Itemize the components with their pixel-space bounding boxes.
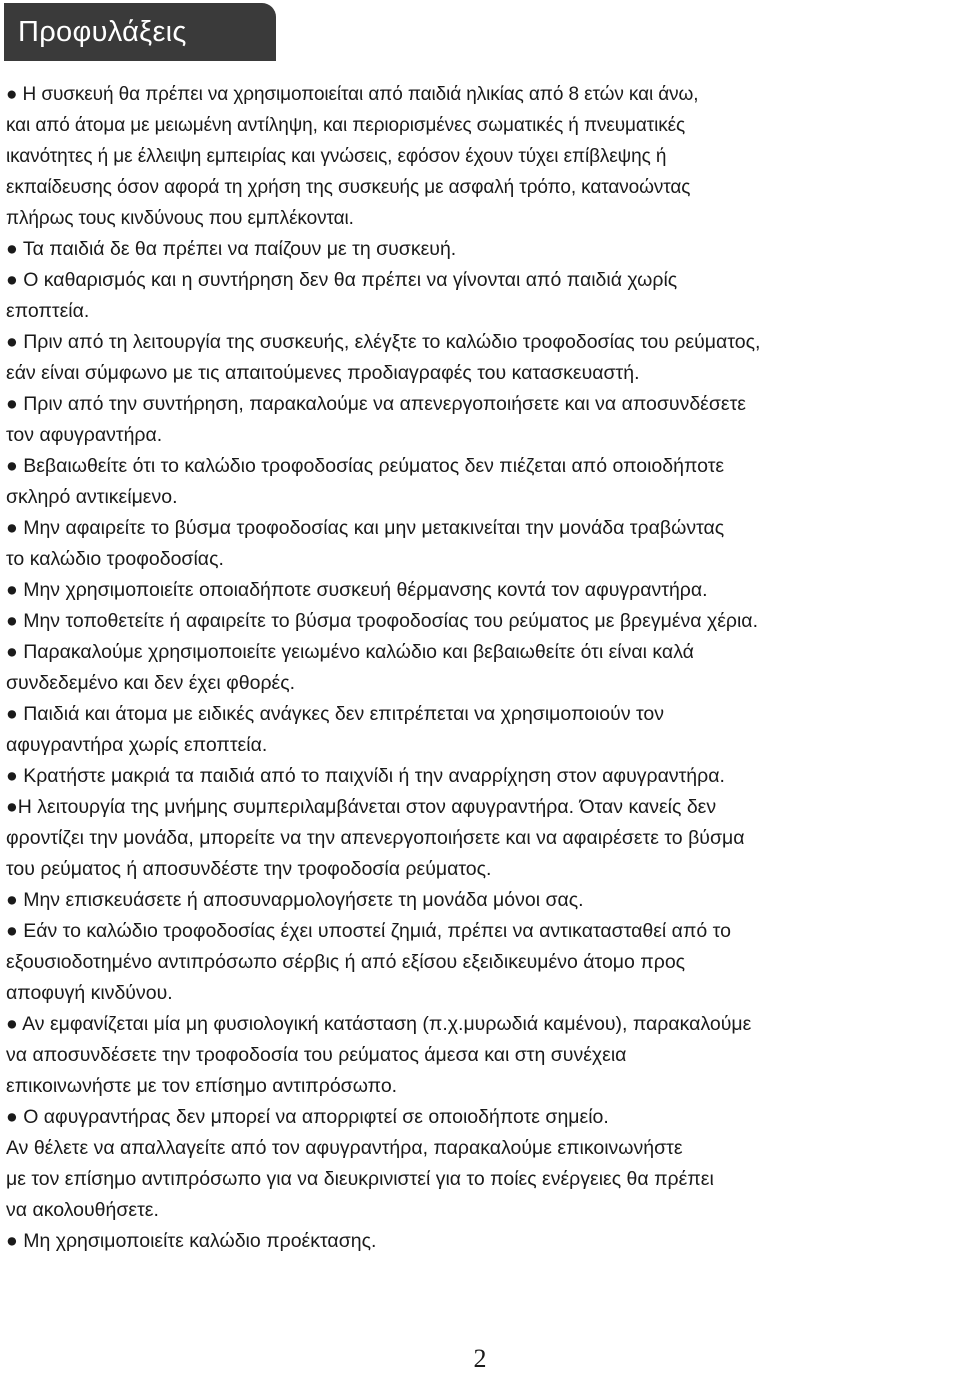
precaution-line: συνδεδεμένο και δεν έχει φθορές. [6, 672, 296, 694]
precaution-item [6, 637, 958, 699]
section-title-bar [4, 3, 276, 61]
precaution-line: φροντίζει την μονάδα, μπορείτε να την απενεργοποιήσετε και να αφαιρέσετε το βύσμα [6, 827, 745, 849]
precaution-line: αφυγραντήρα χωρίς εποπτεία. [6, 734, 268, 756]
precaution-line: και από άτομα με μειωμένη αντίληψη, και περιορισμένες σωματικές ή πνευματικές [6, 115, 686, 136]
precaution-line: εκπαίδευσης όσον αφορά τη χρήση της συσκευής με ασφαλή τρόπο, κατανοώντας [6, 177, 691, 198]
precaution-line: ● Παρακαλούμε χρησιμοποιείτε γειωμένο καλώδιο και βεβαιωθείτε ότι είναι καλά [6, 641, 694, 663]
precaution-line: αποφυγή κινδύνου. [6, 982, 173, 1004]
precaution-line: ● Παιδιά και άτομα με ειδικές ανάγκες δεν επιτρέπεται να χρησιμοποιούν τον [6, 703, 665, 725]
precaution-line: ●Η λειτουργία της μνήμης συμπεριλαμβάνεται στον αφυγραντήρα. Όταν κανείς δεν [6, 796, 717, 818]
precaution-line: με τον επίσημο αντιπρόσωπο για να διευκρινιστεί για το ποίες ενέργειες θα πρέπει [6, 1168, 714, 1190]
precaution-item [6, 885, 958, 916]
precaution-line: Αν θέλετε να απαλλαγείτε από τον αφυγραντήρα, παρακαλούμε επικοινωνήστε [6, 1137, 683, 1159]
precaution-line: ικανότητες ή με έλλειψη εμπειρίας και γνώσεις, εφόσον έχουν τύχει επίβλεψης ή [6, 146, 667, 167]
precaution-item [6, 79, 958, 234]
precaution-item [6, 761, 958, 792]
precaution-line: εποπτεία. [6, 300, 90, 322]
precaution-line: ● Μη χρησιμοποιείτε καλώδιο προέκτασης. [6, 1230, 377, 1252]
precaution-line: τον αφυγραντήρα. [6, 424, 163, 446]
precaution-line: ● Πριν από την συντήρηση, παρακαλούμε να απενεργοποιήσετε και να αποσυνδέσετε [6, 393, 746, 415]
precaution-line: εάν είναι σύμφωνο με τις απαιτούμενες προδιαγραφές του κατασκευαστή. [6, 362, 640, 384]
page-number: 2 [473, 1344, 487, 1373]
precaution-line: ● Μην τοποθετείτε ή αφαιρείτε το βύσμα τροφοδοσίας του ρεύματος με βρεγμένα χέρια. [6, 610, 758, 632]
precaution-line: ● Πριν από τη λειτουργία της συσκευής, ελέγξτε το καλώδιο τροφοδοσίας του ρεύματος, [6, 331, 761, 353]
precaution-line: ● Μην χρησιμοποιείτε οποιαδήποτε συσκευή θέρμανσης κοντά τον αφυγραντήρα. [6, 579, 708, 601]
precaution-line: πλήρως τους κινδύνους που εμπλέκονται. [6, 208, 354, 229]
precaution-item [6, 606, 958, 637]
precaution-line: ● Μην αφαιρείτε το βύσμα τροφοδοσίας και μην μετακινείται την μονάδα τραβώντας [6, 517, 725, 539]
precaution-line: ● Κρατήστε μακριά τα παιδιά από το παιχνίδι ή την αναρρίχηση στον αφυγραντήρα. [6, 765, 725, 787]
precaution-line: ● Εάν το καλώδιο τροφοδοσίας έχει υποστεί ζημιά, πρέπει να αντικατασταθεί από το [6, 920, 731, 942]
precaution-line: σκληρό αντικείμενο. [6, 486, 178, 508]
precaution-item [6, 575, 958, 606]
precaution-line: το καλώδιο τροφοδοσίας. [6, 548, 224, 570]
precaution-line: να ακολουθήσετε. [6, 1199, 159, 1221]
precaution-line: ● Βεβαιωθείτε ότι το καλώδιο τροφοδοσίας ρεύματος δεν πιέζεται από οποιοδήποτε [6, 455, 725, 477]
precaution-item [6, 389, 958, 451]
precaution-line: ● Η συσκευή θα πρέπει να χρησιμοποιείται από παιδιά ηλικίας από 8 ετών και άνω, [6, 84, 699, 105]
precaution-line: εξουσιοδοτημένο αντιπρόσωπο σέρβις ή από εξίσου εξειδικευμένο άτομο προς [6, 951, 686, 973]
precaution-item [6, 1102, 958, 1226]
precaution-line: να αποσυνδέσετε την τροφοδοσία του ρεύματος άμεσα και στη συνέχεια [6, 1044, 627, 1066]
precaution-line: του ρεύματος ή αποσυνδέστε την τροφοδοσία ρεύματος. [6, 858, 492, 880]
precaution-item [6, 916, 958, 1009]
precaution-item [6, 1009, 958, 1102]
precaution-item [6, 265, 958, 327]
precaution-line: ● Μην επισκευάσετε ή αποσυναρμολογήσετε τη μονάδα μόνοι σας. [6, 889, 584, 911]
precaution-item [6, 234, 958, 265]
section-title: Προφυλάξεις [18, 15, 187, 48]
precaution-item [6, 327, 958, 389]
precaution-line: ● Αν εμφανίζεται μία μη φυσιολογική κατάσταση (π.χ.μυρωδιά καμένου), παρακαλούμε [6, 1013, 752, 1035]
precaution-line: ● Τα παιδιά δε θα πρέπει να παίζουν με τη συσκευή. [6, 238, 457, 260]
precaution-item [6, 699, 958, 761]
precautions-list [6, 79, 958, 1257]
precaution-item [6, 513, 958, 575]
precaution-item [6, 451, 958, 513]
precaution-item [6, 792, 958, 885]
precaution-line: ● Ο καθαρισμός και η συντήρηση δεν θα πρέπει να γίνονται από παιδιά χωρίς [6, 269, 678, 291]
precaution-line: επικοινωνήστε με τον επίσημο αντιπρόσωπο. [6, 1075, 398, 1097]
precaution-line: ● Ο αφυγραντήρας δεν μπορεί να απορριφτεί σε οποιοδήποτε σημείο. [6, 1106, 609, 1128]
precaution-item [6, 1226, 958, 1257]
